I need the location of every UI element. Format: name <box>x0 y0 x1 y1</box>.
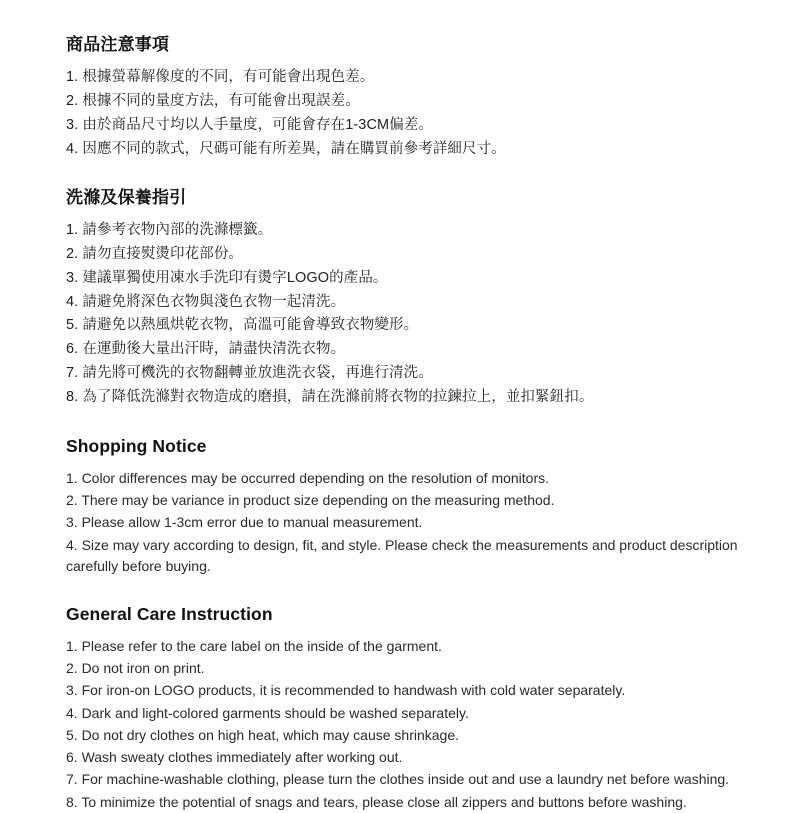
section-care-instruction-cn <box>66 187 748 409</box>
section-shopping-notice-en <box>66 435 748 577</box>
list-item: 4. Dark and light-colored garments should be washed separately. <box>66 704 469 721</box>
list-item: 4. 因應不同的款式，尺碼可能有所差異，請在購買前參考詳細尺寸。 <box>66 140 506 157</box>
shopping-notice-list <box>66 468 748 577</box>
list-item: 3. For iron-on LOGO products, it is recommended to handwash with cold water separately. <box>66 682 626 699</box>
section-general-care-instruction-en <box>66 603 748 813</box>
list-item: 1. Color differences may be occurred depending on the resolution of monitors. <box>66 469 550 486</box>
section-product-notice-cn <box>66 34 748 161</box>
list-item: 5. Do not dry clothes on high heat, which may cause shrinkage. <box>66 726 459 743</box>
list-item: 2. Do not iron on print. <box>66 660 205 677</box>
list-item: 6. 在運動後大量出汗時，請盡快清洗衣物。 <box>66 341 346 358</box>
list-item: 1. 請參考衣物內部的洗滌標籤。 <box>66 221 273 238</box>
list-item: 2. 請勿直接熨燙印花部份。 <box>66 245 244 262</box>
list-item: 3. 由於商品尺寸均以人手量度，可能會存在1-3CM偏差。 <box>66 116 434 133</box>
list-item: 4. 請避免將深色衣物與淺色衣物一起清洗。 <box>66 293 346 310</box>
section-heading: Shopping Notice <box>66 436 207 457</box>
section-heading: 商品注意事項 <box>66 35 170 54</box>
list-item: 1. 根據螢幕解像度的不同，有可能會出現色差。 <box>66 69 375 86</box>
section-heading: General Care Instruction <box>66 604 273 625</box>
list-item: 7. For machine-washable clothing, please turn the clothes inside out and use a laundry net before washing. <box>66 771 730 788</box>
list-item: 3. Please allow 1-3cm error due to manual measurement. <box>66 514 423 531</box>
list-item: 8. To minimize the potential of snags and tears, please close all zippers and buttons before washing. <box>66 793 687 810</box>
section-heading: 洗滌及保養指引 <box>66 187 187 207</box>
notice-list <box>66 66 748 161</box>
list-item: 1. Please refer to the care label on the inside of the garment. <box>66 637 442 654</box>
general-care-list <box>66 636 748 813</box>
list-item: 4. Size may vary according to design, fit, and style. Please check the measurements and product description carefully before buying. <box>66 536 738 574</box>
list-item: 2. 根據不同的量度方法，有可能會出現誤差。 <box>66 93 360 109</box>
list-item: 2. There may be variance in product size depending on the measuring method. <box>66 492 555 509</box>
list-item: 7. 請先將可機洗的衣物翻轉並放進洗衣袋，再進行清洗。 <box>66 365 433 382</box>
care-list <box>66 219 748 409</box>
list-item: 8. 為了降低洗滌對衣物造成的磨損，請在洗滌前將衣物的拉鍊拉上，並扣緊鈕扣。 <box>66 389 594 406</box>
list-item: 5. 請避免以熱風烘乾衣物，高溫可能會導致衣物變形。 <box>66 317 419 334</box>
list-item: 3. 建議單獨使用凍水手洗印有燙字LOGO的產品。 <box>66 269 388 286</box>
list-item: 6. Wash sweaty clothes immediately after working out. <box>66 749 403 766</box>
